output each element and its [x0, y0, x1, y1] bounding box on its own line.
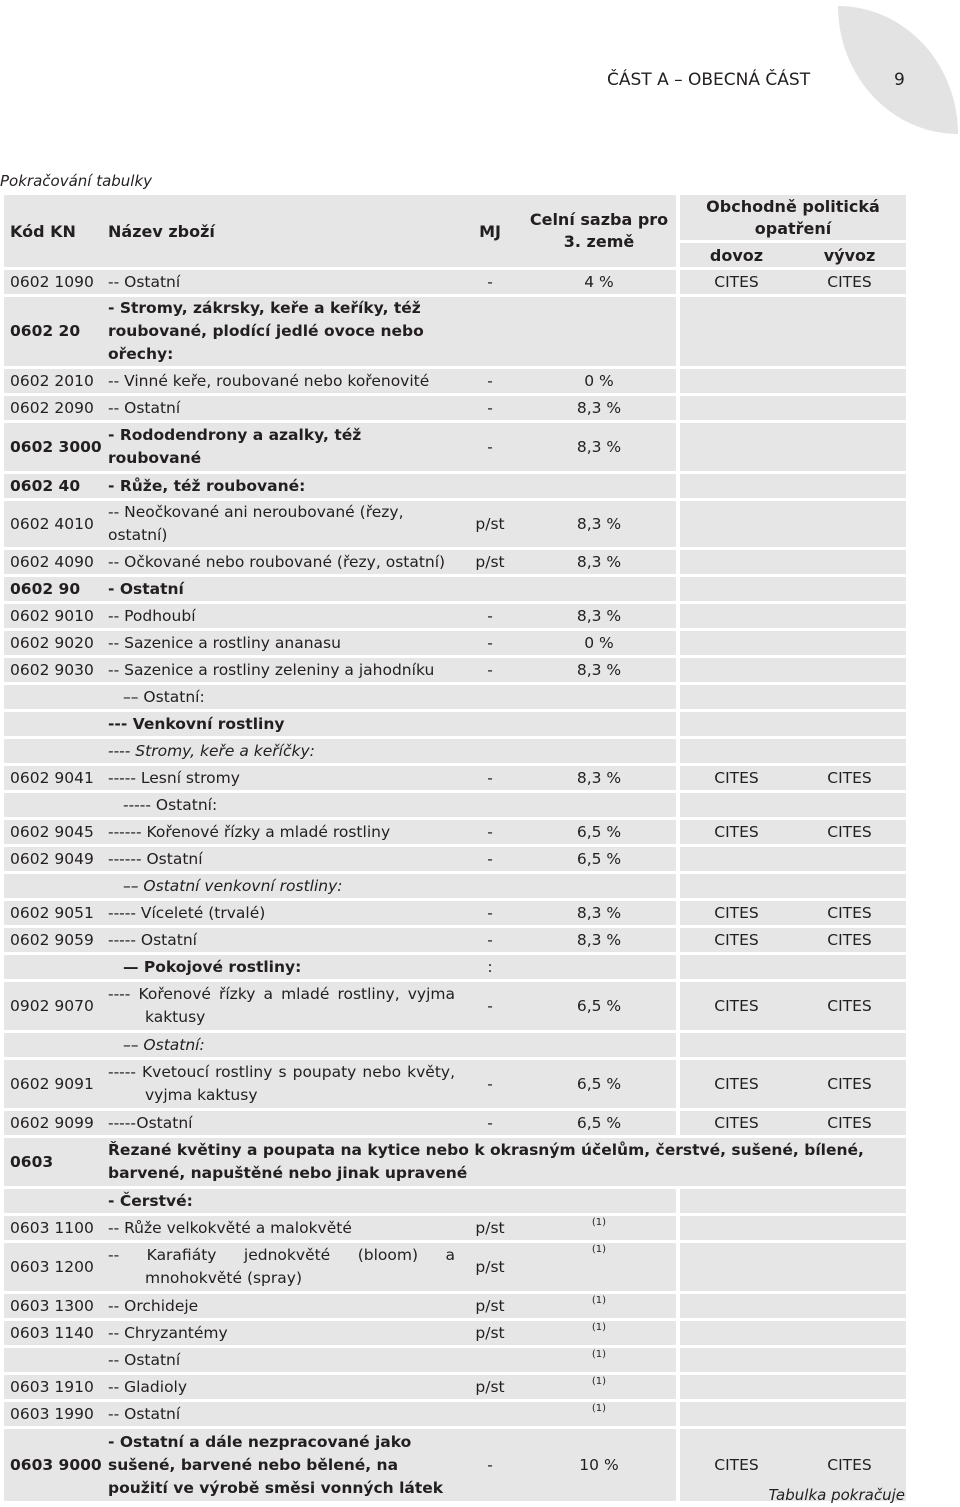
- row-mj: p/st: [458, 1294, 522, 1318]
- header-export: vývoz: [793, 243, 906, 267]
- row-import: [680, 1243, 793, 1291]
- row-mj: p/st: [458, 1321, 522, 1345]
- row-code: 0602 20: [4, 297, 105, 366]
- row-duty: 6,5 %: [522, 982, 676, 1030]
- row-export: CITES: [793, 928, 906, 952]
- row-export: [793, 474, 906, 498]
- row-name: –– Ostatní:: [105, 685, 458, 709]
- row-mj: p/st: [458, 550, 522, 574]
- row-name: - Ostatní a dále nezpracované jako sušené, barvené nebo bělené, na použití ve výrobě směsi vonných látek: [105, 1429, 458, 1501]
- row-import: CITES: [680, 901, 793, 925]
- row-code: 0602 9030: [4, 658, 105, 682]
- row-code: 0603 1100: [4, 1216, 105, 1240]
- row-export: [793, 501, 906, 547]
- table-row: [4, 270, 906, 294]
- row-import: [680, 577, 793, 601]
- row-duty: [522, 739, 676, 763]
- row-name: -- Chryzantémy: [105, 1321, 458, 1345]
- row-code: 0603: [4, 1138, 105, 1186]
- row-export: CITES: [793, 1060, 906, 1108]
- row-duty: 6,5 %: [522, 1060, 676, 1108]
- row-duty: (1): [522, 1348, 676, 1372]
- table-row: [4, 474, 906, 498]
- row-export: [793, 550, 906, 574]
- row-export: CITES: [793, 270, 906, 294]
- row-import: [680, 658, 793, 682]
- row-export: [793, 1189, 906, 1213]
- row-export: CITES: [793, 1429, 906, 1501]
- row-duty: 8,3 %: [522, 396, 676, 420]
- row-duty: 6,5 %: [522, 847, 676, 871]
- row-duty: [522, 685, 676, 709]
- row-code: 0603 1990: [4, 1402, 105, 1426]
- row-code: [4, 712, 105, 736]
- row-name: ----- Ostatní:: [105, 793, 458, 817]
- row-name: -- Ostatní: [105, 1348, 458, 1372]
- row-name: ----- Ostatní: [105, 928, 458, 952]
- table-row: [4, 793, 906, 817]
- row-mj: [458, 577, 522, 601]
- row-mj: p/st: [458, 1216, 522, 1240]
- row-export: [793, 1294, 906, 1318]
- row-export: [793, 423, 906, 471]
- row-duty: [522, 874, 676, 898]
- row-mj: [458, 1189, 522, 1213]
- row-mj: p/st: [458, 1243, 522, 1291]
- row-mj: [458, 1402, 522, 1426]
- row-duty: [522, 712, 676, 736]
- table-row: [4, 820, 906, 844]
- row-code: [4, 955, 105, 979]
- row-name: Řezané květiny a poupata na kytice nebo k okrasným účelům, čerstvé, sušené, bílené, barvené, napuštěné nebo jinak upravené: [105, 1138, 906, 1186]
- row-mj: :: [458, 955, 522, 979]
- row-import: [680, 550, 793, 574]
- row-name: - Rododendrony a azalky, též roubované: [105, 423, 458, 471]
- row-export: [793, 604, 906, 628]
- row-duty: (1): [522, 1375, 676, 1399]
- table-row: [4, 712, 906, 736]
- row-duty: (1): [522, 1243, 676, 1291]
- row-export: [793, 396, 906, 420]
- row-export: [793, 874, 906, 898]
- row-import: [680, 501, 793, 547]
- row-import: [680, 1321, 793, 1345]
- row-mj: -: [458, 820, 522, 844]
- table-row: [4, 766, 906, 790]
- table-row: [4, 423, 906, 471]
- row-export: [793, 577, 906, 601]
- row-import: [680, 847, 793, 871]
- row-name: -- Sazenice a rostliny ananasu: [105, 631, 458, 655]
- row-mj: -: [458, 369, 522, 393]
- row-export: CITES: [793, 766, 906, 790]
- header-name: Název zboží: [105, 195, 458, 267]
- page-number: 9: [894, 70, 905, 90]
- table-row: [4, 847, 906, 871]
- row-import: CITES: [680, 928, 793, 952]
- row-mj: p/st: [458, 501, 522, 547]
- row-import: CITES: [680, 1429, 793, 1501]
- row-duty: [522, 297, 676, 366]
- row-duty: [522, 577, 676, 601]
- row-code: 0602 40: [4, 474, 105, 498]
- row-export: [793, 1321, 906, 1345]
- row-import: CITES: [680, 1060, 793, 1108]
- row-name: ----- Kvetoucí rostliny s poupaty nebo květy, vyjma kaktusy: [105, 1060, 458, 1108]
- row-export: [793, 955, 906, 979]
- row-code: 0603 1910: [4, 1375, 105, 1399]
- row-duty: 8,3 %: [522, 550, 676, 574]
- row-code: 0602 9041: [4, 766, 105, 790]
- row-name: ------ Ostatní: [105, 847, 458, 871]
- row-code: [4, 1189, 105, 1213]
- row-duty: (1): [522, 1294, 676, 1318]
- row-name: -- Neočkované ani neroubované (řezy, ostatní): [105, 501, 458, 547]
- row-duty: [522, 474, 676, 498]
- table-row: [4, 739, 906, 763]
- row-mj: -: [458, 766, 522, 790]
- row-name: –– Ostatní venkovní rostliny:: [105, 874, 458, 898]
- row-export: CITES: [793, 901, 906, 925]
- row-mj: -: [458, 423, 522, 471]
- row-duty: [522, 955, 676, 979]
- row-import: [680, 712, 793, 736]
- row-name: -- Růže velkokvěté a malokvěté: [105, 1216, 458, 1240]
- row-code: [4, 1033, 105, 1057]
- row-mj: -: [458, 847, 522, 871]
- table-row: [4, 982, 906, 1030]
- table-row: [4, 1402, 906, 1426]
- row-mj: [458, 712, 522, 736]
- row-duty: 8,3 %: [522, 604, 676, 628]
- row-mj: [458, 1033, 522, 1057]
- row-name: - Růže, též roubované:: [105, 474, 458, 498]
- row-code: 0602 2010: [4, 369, 105, 393]
- row-export: [793, 1033, 906, 1057]
- row-import: [680, 423, 793, 471]
- row-import: [680, 297, 793, 366]
- row-export: CITES: [793, 982, 906, 1030]
- row-export: [793, 1243, 906, 1291]
- table-row: [4, 550, 906, 574]
- row-export: [793, 369, 906, 393]
- row-mj: -: [458, 901, 522, 925]
- row-name: -- Ostatní: [105, 396, 458, 420]
- row-duty: (1): [522, 1321, 676, 1345]
- table-row: [4, 1138, 906, 1186]
- row-export: [793, 712, 906, 736]
- row-import: [680, 1189, 793, 1213]
- row-code: 0602 9010: [4, 604, 105, 628]
- row-duty: [522, 793, 676, 817]
- table-row: [4, 1216, 906, 1240]
- row-export: [793, 1348, 906, 1372]
- row-name: ---- Stromy, keře a keříčky:: [105, 739, 458, 763]
- row-mj: -: [458, 631, 522, 655]
- row-code: 0603 9000: [4, 1429, 105, 1501]
- table-row: [4, 604, 906, 628]
- table-row: [4, 1033, 906, 1057]
- row-name: -- Karafiáty jednokvěté (bloom) a mnohokvěté (spray): [105, 1243, 458, 1291]
- table-row: [4, 1111, 906, 1135]
- row-export: [793, 297, 906, 366]
- row-export: [793, 658, 906, 682]
- row-import: [680, 474, 793, 498]
- row-mj: [458, 474, 522, 498]
- footer-label: Tabulka pokračuje: [768, 1486, 905, 1504]
- row-mj: -: [458, 1429, 522, 1501]
- row-code: 0602 9051: [4, 901, 105, 925]
- row-export: [793, 793, 906, 817]
- row-name: -- Ostatní: [105, 270, 458, 294]
- row-import: [680, 631, 793, 655]
- row-mj: -: [458, 982, 522, 1030]
- table-row: [4, 1243, 906, 1291]
- row-name: -- Očkované nebo roubované (řezy, ostatní): [105, 550, 458, 574]
- row-name: ------ Kořenové řízky a mladé rostliny: [105, 820, 458, 844]
- table-row: [4, 1321, 906, 1345]
- row-duty: [522, 1189, 676, 1213]
- row-mj: [458, 297, 522, 366]
- row-code: 0602 4010: [4, 501, 105, 547]
- header-mj: MJ: [458, 195, 522, 267]
- row-name: - Čerstvé:: [105, 1189, 458, 1213]
- row-duty: 0 %: [522, 369, 676, 393]
- row-code: 0602 3000: [4, 423, 105, 471]
- row-import: [680, 604, 793, 628]
- table-row: [4, 1348, 906, 1372]
- row-name: -- Gladioly: [105, 1375, 458, 1399]
- row-name: -----Ostatní: [105, 1111, 458, 1135]
- row-duty: (1): [522, 1216, 676, 1240]
- page-header: [0, 70, 960, 94]
- row-name: -- Orchideje: [105, 1294, 458, 1318]
- row-code: [4, 874, 105, 898]
- row-export: [793, 1402, 906, 1426]
- row-import: CITES: [680, 766, 793, 790]
- row-code: 0602 2090: [4, 396, 105, 420]
- row-export: [793, 739, 906, 763]
- row-name: -- Podhoubí: [105, 604, 458, 628]
- row-import: CITES: [680, 820, 793, 844]
- row-name: –– Ostatní:: [105, 1033, 458, 1057]
- header-code: Kód KN: [4, 195, 105, 267]
- row-code: 0902 9070: [4, 982, 105, 1030]
- table-row: [4, 631, 906, 655]
- row-code: 0602 9045: [4, 820, 105, 844]
- header-import: dovoz: [680, 243, 793, 267]
- row-code: 0602 9049: [4, 847, 105, 871]
- row-import: [680, 685, 793, 709]
- row-mj: [458, 793, 522, 817]
- table-row: [4, 1375, 906, 1399]
- row-mj: -: [458, 1060, 522, 1108]
- row-name: - Ostatní: [105, 577, 458, 601]
- row-import: [680, 1375, 793, 1399]
- row-duty: 8,3 %: [522, 423, 676, 471]
- row-name: ----- Lesní stromy: [105, 766, 458, 790]
- table-row: [4, 577, 906, 601]
- row-import: CITES: [680, 270, 793, 294]
- row-mj: [458, 739, 522, 763]
- row-name: — Pokojové rostliny:: [105, 955, 458, 979]
- row-export: CITES: [793, 820, 906, 844]
- row-export: [793, 1216, 906, 1240]
- row-code: [4, 1348, 105, 1372]
- row-duty: 8,3 %: [522, 928, 676, 952]
- row-name: -- Vinné keře, roubované nebo kořenovité: [105, 369, 458, 393]
- row-code: 0603 1140: [4, 1321, 105, 1345]
- row-name: -- Ostatní: [105, 1402, 458, 1426]
- row-import: CITES: [680, 982, 793, 1030]
- row-duty: 10 %: [522, 1429, 676, 1501]
- table-row: [4, 1060, 906, 1108]
- row-export: [793, 631, 906, 655]
- row-code: 0602 1090: [4, 270, 105, 294]
- row-import: [680, 1033, 793, 1057]
- row-duty: 8,3 %: [522, 658, 676, 682]
- table-row: [4, 901, 906, 925]
- table-row: [4, 501, 906, 547]
- row-code: 0602 4090: [4, 550, 105, 574]
- header-measures: Obchodně politická opatření: [680, 195, 906, 240]
- continuation-label: Pokračování tabulky: [0, 172, 153, 190]
- row-code: 0602 90: [4, 577, 105, 601]
- row-duty: [522, 1033, 676, 1057]
- row-import: CITES: [680, 1111, 793, 1135]
- row-mj: [458, 874, 522, 898]
- row-code: 0602 9059: [4, 928, 105, 952]
- row-import: [680, 369, 793, 393]
- row-import: [680, 1402, 793, 1426]
- table-row: [4, 928, 906, 952]
- row-code: 0602 9099: [4, 1111, 105, 1135]
- table-row: [4, 658, 906, 682]
- row-duty: 6,5 %: [522, 1111, 676, 1135]
- row-code: 0602 9091: [4, 1060, 105, 1108]
- tariff-table: [4, 192, 906, 1504]
- table-row: [4, 685, 906, 709]
- row-mj: -: [458, 396, 522, 420]
- row-export: [793, 685, 906, 709]
- row-mj: -: [458, 604, 522, 628]
- row-name: ---- Kořenové řízky a mladé rostliny, vyjma kaktusy: [105, 982, 458, 1030]
- row-code: 0602 9020: [4, 631, 105, 655]
- row-duty: (1): [522, 1402, 676, 1426]
- row-mj: [458, 685, 522, 709]
- row-code: [4, 739, 105, 763]
- row-export: [793, 1375, 906, 1399]
- table-row: [4, 874, 906, 898]
- header-duty: Celní sazba pro 3. země: [522, 195, 676, 267]
- row-name: ----- Víceleté (trvalé): [105, 901, 458, 925]
- row-import: [680, 793, 793, 817]
- table-header-row: [4, 195, 906, 240]
- row-mj: [458, 1348, 522, 1372]
- table-row: [4, 369, 906, 393]
- row-name: -- Sazenice a rostliny zeleniny a jahodníku: [105, 658, 458, 682]
- row-duty: 6,5 %: [522, 820, 676, 844]
- row-code: [4, 685, 105, 709]
- row-import: [680, 1216, 793, 1240]
- row-name: - Stromy, zákrsky, keře a keříky, též roubované, plodící jedlé ovoce nebo ořechy:: [105, 297, 458, 366]
- row-duty: 0 %: [522, 631, 676, 655]
- table-row: [4, 297, 906, 366]
- row-code: 0603 1300: [4, 1294, 105, 1318]
- row-mj: p/st: [458, 1375, 522, 1399]
- header-title: ČÁST A – OBECNÁ ČÁST: [607, 70, 811, 90]
- table-row: [4, 1189, 906, 1213]
- row-duty: 8,3 %: [522, 901, 676, 925]
- row-duty: 8,3 %: [522, 501, 676, 547]
- row-import: [680, 1348, 793, 1372]
- row-code: [4, 793, 105, 817]
- row-code: 0603 1200: [4, 1243, 105, 1291]
- row-mj: -: [458, 928, 522, 952]
- row-export: [793, 847, 906, 871]
- row-duty: 8,3 %: [522, 766, 676, 790]
- row-import: [680, 874, 793, 898]
- row-export: CITES: [793, 1111, 906, 1135]
- row-import: [680, 955, 793, 979]
- table-row: [4, 955, 906, 979]
- row-mj: -: [458, 1111, 522, 1135]
- row-mj: -: [458, 658, 522, 682]
- row-name: --- Venkovní rostliny: [105, 712, 458, 736]
- row-mj: -: [458, 270, 522, 294]
- table-row: [4, 396, 906, 420]
- row-import: [680, 396, 793, 420]
- table-row: [4, 1294, 906, 1318]
- row-import: [680, 1294, 793, 1318]
- row-import: [680, 739, 793, 763]
- row-duty: 4 %: [522, 270, 676, 294]
